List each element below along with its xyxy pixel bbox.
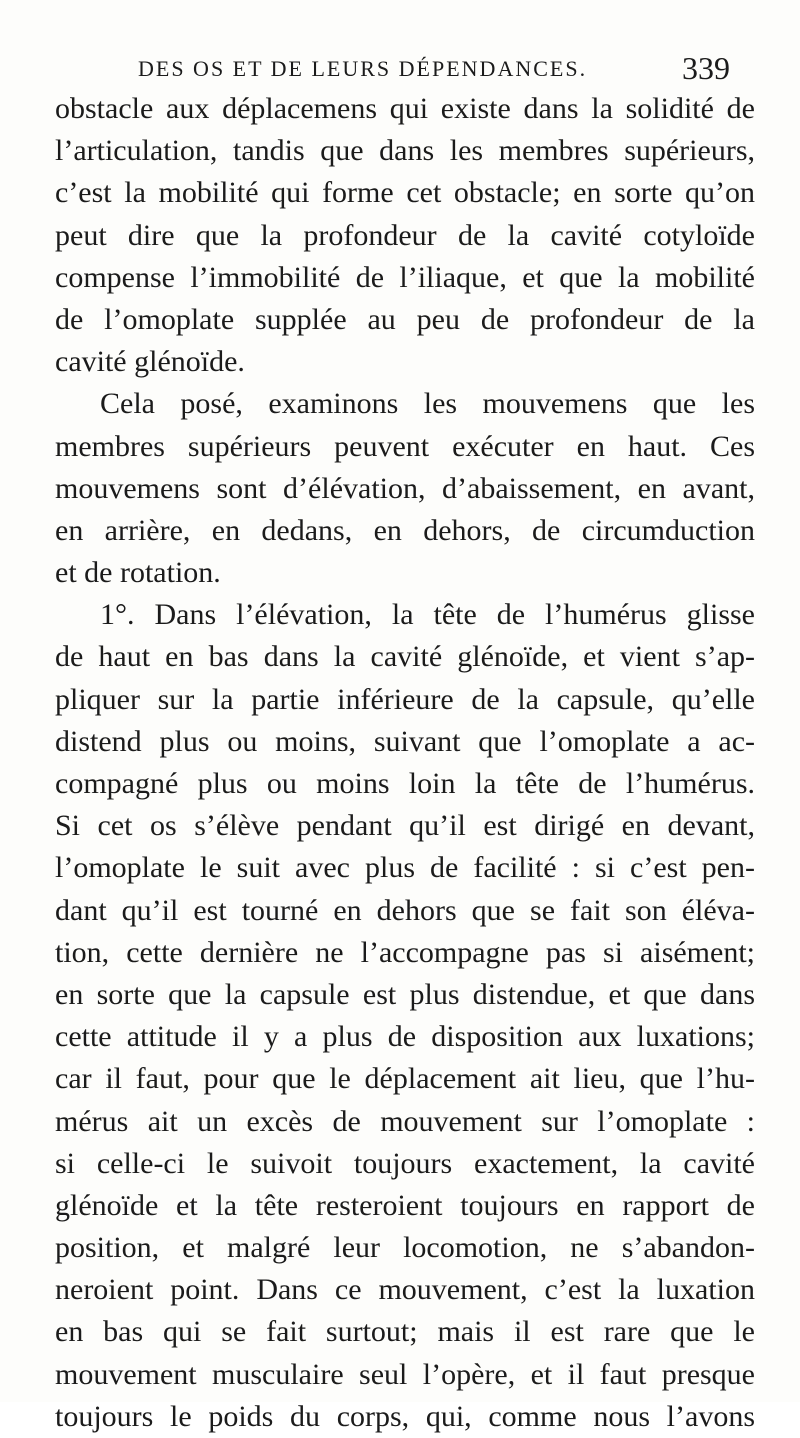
text-line: distend plus ou moins, suivant que l’omoplate a ac- (55, 724, 755, 758)
text-line: tion, cette dernière ne l’accompagne pas si aisément; (55, 935, 755, 969)
text-line: pliquer sur la partie inférieure de la capsule, qu’elle (55, 682, 755, 716)
text-line: dant qu’il est tourné en dehors que se fait son éléva- (55, 893, 755, 927)
text-line: cavité glénoïde. (55, 345, 245, 379)
text-line: neroient point. Dans ce mouvement, c’est la luxation (55, 1273, 755, 1307)
text-line: mérus ait un excès de mouvement sur l’omoplate : (55, 1104, 755, 1138)
text-line: glénoïde et la tête resteroient toujours en rapport de (55, 1188, 755, 1222)
text-line: compagné plus ou moins loin la tête de l’humérus. (55, 767, 755, 800)
text-line: membres supérieurs peuvent exécuter en haut. Ces (55, 429, 755, 463)
text-line: peut dire que la profondeur de la cavité cotyloïde (55, 218, 755, 252)
text-line: en bas qui se fait surtout; mais il est rare que le (55, 1315, 755, 1349)
text-line: position, et malgré leur locomotion, ne s’abandon- (55, 1231, 755, 1265)
text-line: mouvemens sont d’élévation, d’abaissement, en avant, (55, 471, 755, 505)
text-line: car il faut, pour que le déplacement ait lieu, que l’hu- (55, 1062, 755, 1096)
text-line: si celle-ci le suivoit toujours exactement, la cavité (55, 1146, 755, 1180)
text-line: de l’omoplate supplée au peu de profondeur de la (55, 302, 755, 336)
text-line: 1°. Dans l’élévation, la tête de l’humérus glisse (100, 598, 755, 632)
text-line: et de rotation. (55, 556, 221, 590)
body-text (55, 88, 755, 1438)
text-line: l’articulation, tandis que dans les membres supérieurs, (55, 134, 755, 168)
text-line: compense l’immobilité de l’iliaque, et que la mobilité (55, 260, 755, 294)
running-head-title: DES OS ET DE LEURS DÉPENDANCES. (138, 56, 588, 81)
text-line: mouvement musculaire seul l’opère, et il faut presque (55, 1357, 755, 1391)
text-line: de haut en bas dans la cavité glénoïde, et vient s’ap- (55, 640, 755, 674)
text-line: obstacle aux déplacemens qui existe dans la solidité de (55, 92, 755, 125)
text-line: en sorte que la capsule est plus distendue, et que dans (55, 977, 755, 1011)
text-line: cette attitude il y a plus de disposition aux luxations; (55, 1020, 755, 1054)
text-line: l’omoplate le suit avec plus de facilité : si c’est pen- (55, 851, 755, 885)
text-line: en arrière, en dedans, en dehors, de circumduction (55, 513, 755, 547)
page-number: 339 (682, 50, 730, 86)
text-line: toujours le poids du corps, qui, comme nous l’avons (55, 1399, 755, 1433)
text-line: Si cet os s’élève pendant qu’il est dirigé en devant, (55, 809, 755, 843)
text-line: Cela posé, examinons les mouvemens que les (100, 387, 755, 421)
text-line: c’est la mobilité qui forme cet obstacle; en sorte qu’on (55, 176, 755, 210)
